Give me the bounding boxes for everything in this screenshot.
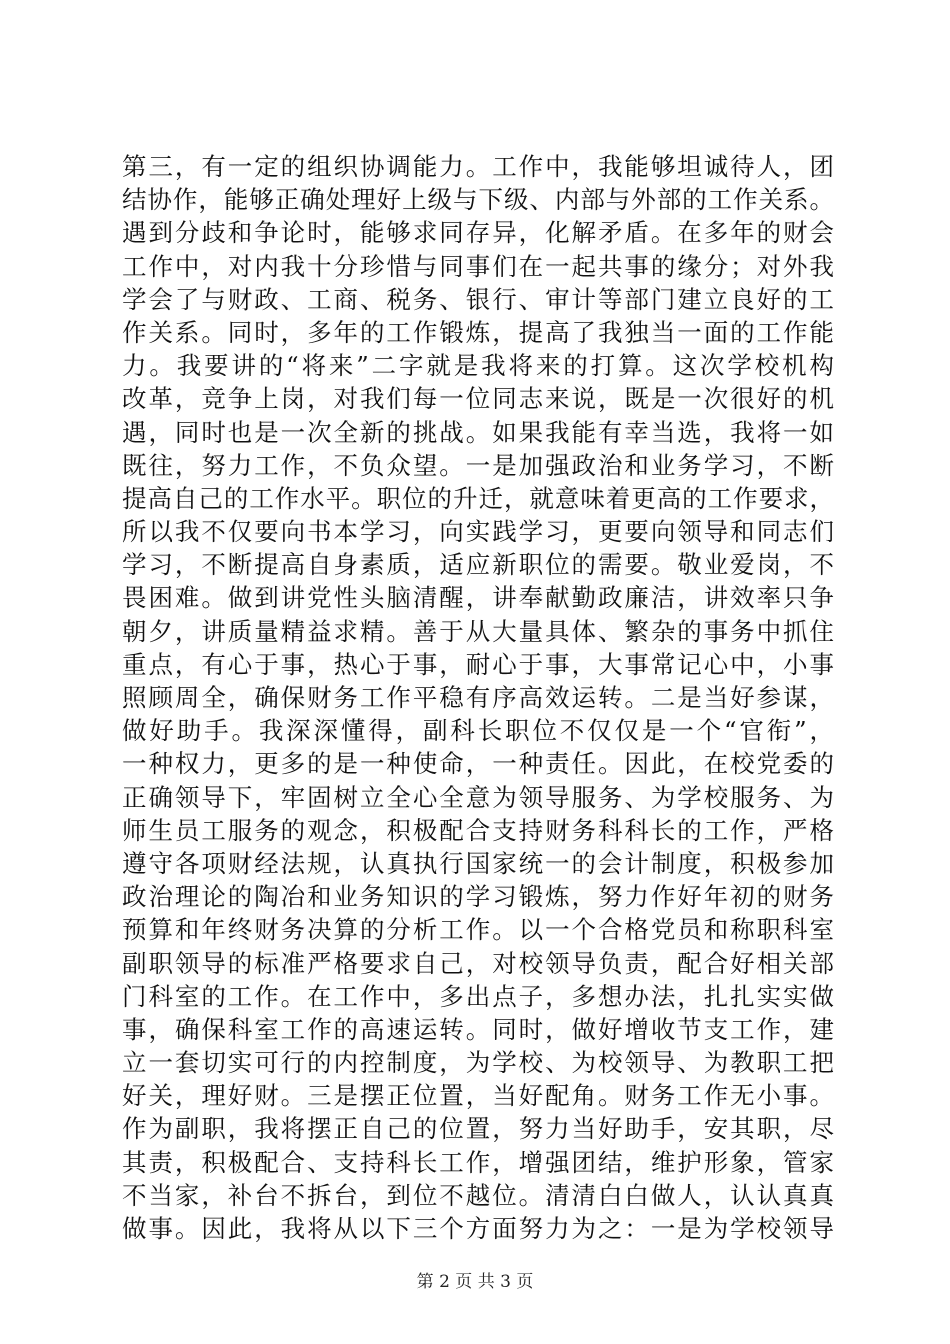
text-line: 遵守各项财经法规，认真执行国家统一的会计制度，积极参加 [122, 848, 834, 878]
text-line: 遇，同时也是一次全新的挑战。如果我能有幸当选，我将一如 [122, 417, 834, 447]
text-line: 畏困难。做到讲党性头脑清醒，讲奉献勤政廉洁，讲效率只争 [122, 583, 834, 613]
text-line: 照顾周全，确保财务工作平稳有序高效运转。二是当好参谋， [122, 683, 834, 712]
text-line: 第三，有一定的组织协调能力。工作中，我能够坦诚待人，团 [122, 152, 834, 181]
text-line: 师生员工服务的观念，积极配合支持财务科科长的工作，严格 [122, 815, 834, 845]
text-line: 预算和年终财务决算的分析工作。以一个合格党员和称职科室 [122, 915, 834, 945]
text-line: 学习，不断提高自身素质，适应新职位的需要。敬业爱岗，不 [122, 550, 834, 580]
text-line: 门科室的工作。在工作中，多出点子，多想办法，扎扎实实做 [122, 981, 834, 1011]
text-line: 改革，竞争上岗，对我们每一位同志来说，既是一次很好的机 [122, 384, 834, 414]
text-line: 事，确保科室工作的高速运转。同时，做好增收节支工作，建 [122, 1014, 834, 1044]
text-line: 重点，有心于事，热心于事，耐心于事，大事常记心中，小事 [122, 649, 834, 679]
text-line: 作关系。同时，多年的工作锻炼，提高了我独当一面的工作能 [122, 317, 834, 347]
text-line: 力。我要讲的“将来”二字就是我将来的打算。这次学校机构 [122, 351, 834, 381]
text-line: 朝夕，讲质量精益求精。善于从大量具体、繁杂的事务中抓住 [122, 616, 834, 646]
text-line: 立一套切实可行的内控制度，为学校、为校领导、为教职工把 [122, 1048, 834, 1078]
text-line: 工作中，对内我十分珍惜与同事们在一起共事的缘分；对外我 [122, 251, 834, 281]
page-footer: 第 2 页 共 3 页 [416, 1272, 534, 1292]
text-line: 结协作，能够正确处理好上级与下级、内部与外部的工作关系。 [122, 185, 834, 215]
body-text [122, 150, 834, 1245]
text-line: 正确领导下，牢固树立全心全意为领导服务、为学校服务、为 [122, 782, 834, 812]
text-line: 学会了与财政、工商、税务、银行、审计等部门建立良好的工 [122, 284, 834, 314]
text-line: 副职领导的标准严格要求自己，对校领导负责，配合好相关部 [122, 948, 834, 978]
text-line: 一种权力，更多的是一种使命，一种责任。因此，在校党委的 [122, 749, 834, 779]
text-line: 做好助手。我深深懂得，副科长职位不仅仅是一个“官衔”， [122, 716, 834, 746]
text-line: 好关，理好财。三是摆正位置，当好配角。财务工作无小事。 [122, 1081, 834, 1111]
text-line: 其责，积极配合、支持科长工作，增强团结，维护形象，管家 [122, 1147, 834, 1177]
text-line: 做事。因此，我将从以下三个方面努力为之：一是为学校领导 [122, 1214, 834, 1243]
text-line: 所以我不仅要向书本学习，向实践学习，更要向领导和同志们 [122, 517, 834, 547]
text-line: 遇到分歧和争论时，能够求同存异，化解矛盾。在多年的财会 [122, 218, 834, 248]
text-line: 提高自己的工作水平。职位的升迁，就意味着更高的工作要求， [122, 483, 834, 513]
text-line: 作为副职，我将摆正自己的位置，努力当好助手，安其职，尽 [122, 1114, 834, 1144]
text-line: 不当家，补台不拆台，到位不越位。清清白白做人，认认真真 [122, 1180, 834, 1210]
text-line: 政治理论的陶冶和业务知识的学习锻炼，努力作好年初的财务 [122, 882, 834, 912]
text-line: 既往，努力工作，不负众望。一是加强政治和业务学习，不断 [122, 450, 834, 480]
